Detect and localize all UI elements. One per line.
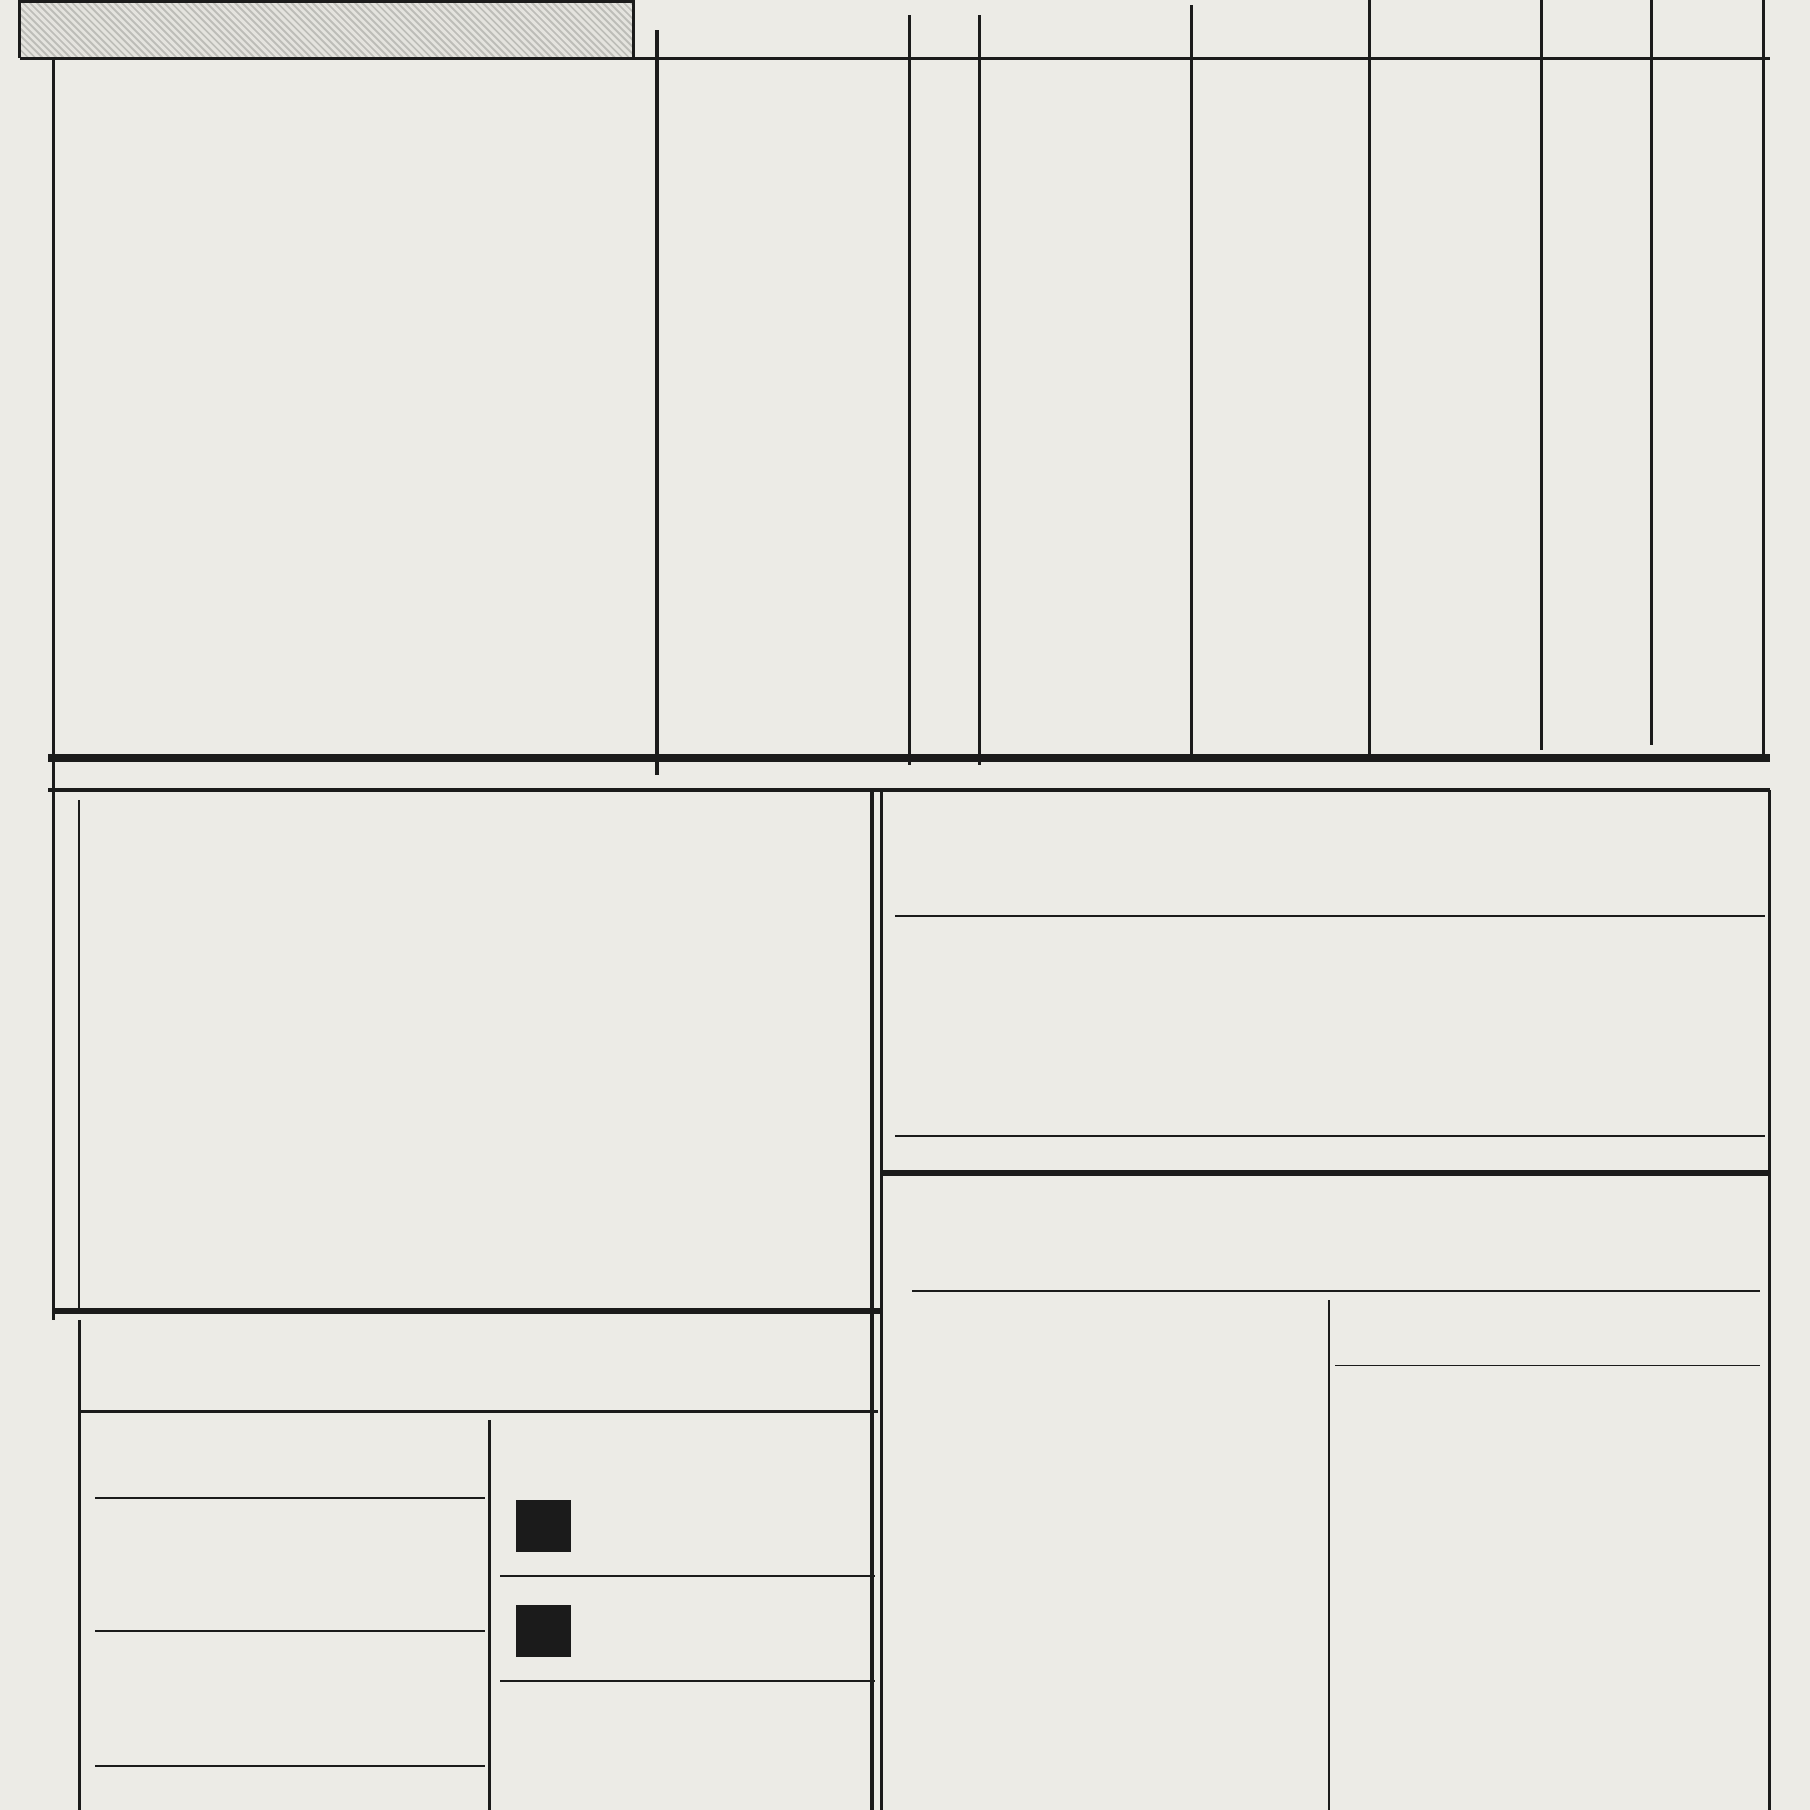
divider	[78, 1410, 878, 1413]
top-hatched-band	[20, 0, 635, 58]
divider	[20, 57, 1770, 60]
divider	[1328, 1300, 1330, 1810]
divider	[78, 800, 80, 1310]
divider	[48, 754, 1770, 762]
divider	[895, 915, 1765, 917]
divider	[488, 1420, 491, 1810]
divider	[52, 58, 55, 788]
divider	[912, 1290, 1760, 1292]
divider	[1762, 0, 1765, 755]
divider	[500, 1680, 875, 1682]
divider	[500, 1575, 875, 1577]
divider	[1335, 1365, 1760, 1366]
divider	[978, 15, 981, 765]
divider	[1190, 5, 1193, 760]
divider	[52, 790, 55, 1320]
divider	[880, 1170, 1770, 1176]
divider	[908, 15, 911, 765]
divider	[95, 1765, 485, 1767]
divider	[52, 1308, 882, 1314]
divider	[655, 30, 659, 775]
divider	[1368, 0, 1371, 755]
divider	[48, 788, 1770, 792]
divider	[1768, 790, 1771, 1810]
divider	[95, 1497, 485, 1499]
divider	[880, 790, 883, 1810]
divider	[1540, 0, 1543, 750]
divider	[95, 1630, 485, 1632]
divider	[78, 1320, 81, 1810]
divider	[1650, 0, 1653, 745]
divider	[870, 790, 874, 1810]
divider	[20, 0, 635, 3]
divider	[18, 0, 21, 58]
quota-13-badge	[516, 1500, 571, 1552]
divider	[895, 1135, 1765, 1137]
divider	[632, 0, 635, 58]
quota-12-badge	[516, 1605, 571, 1657]
